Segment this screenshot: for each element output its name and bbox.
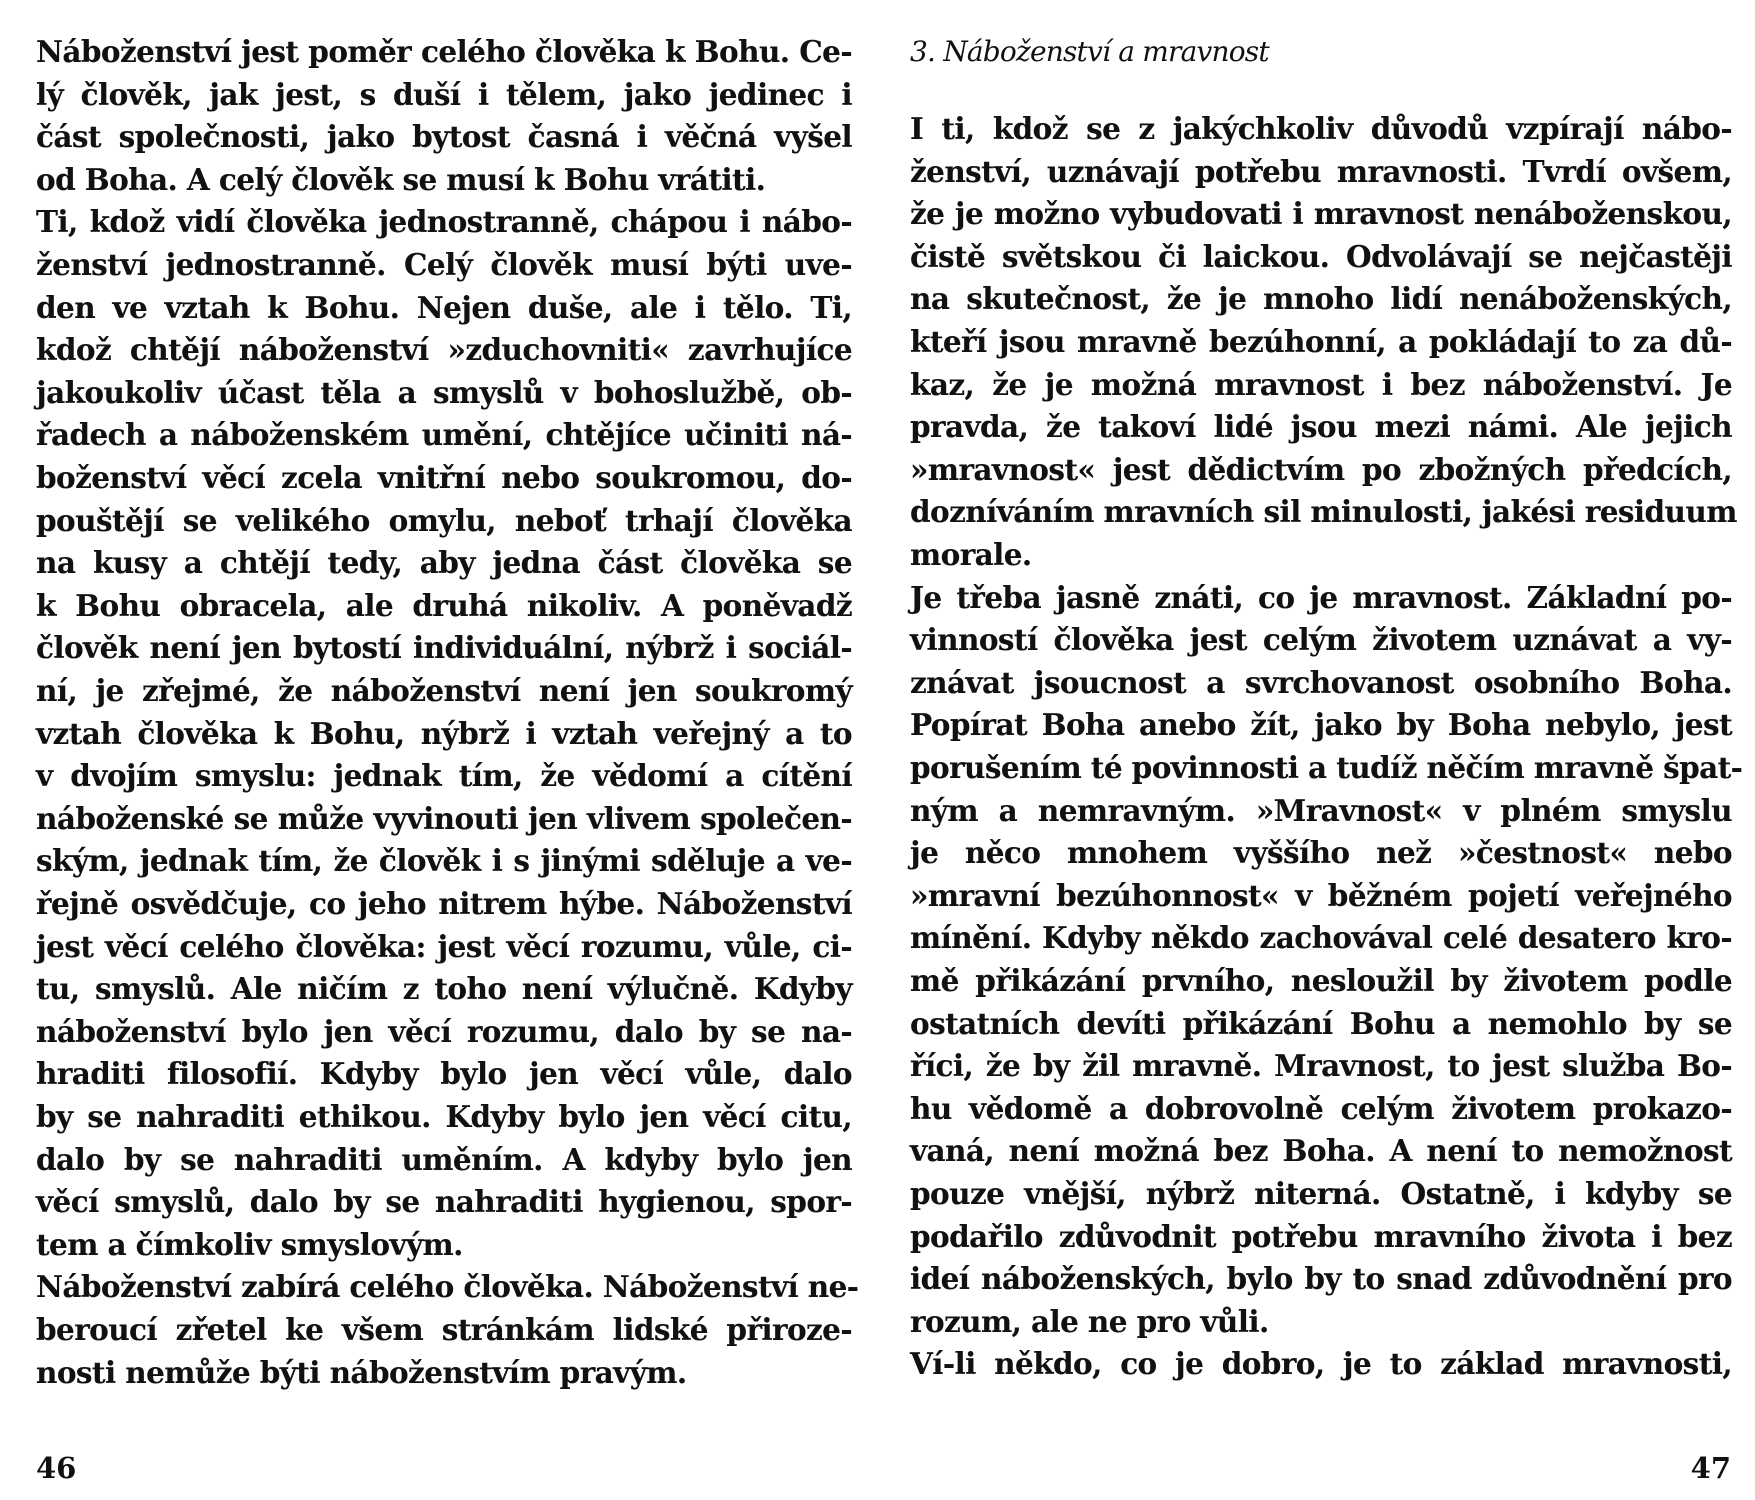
text-line: k Bohu obracela, ale druhá nikoliv. A poněvadž	[36, 587, 852, 623]
text-line: znávat jsoucnost a svrchovanost osobního Boha.	[910, 664, 1732, 700]
text-line: Popírat Boha anebo žít, jako by Boha nebylo, jest	[910, 707, 1732, 743]
text-line: je něco mnohem vyššího než »čestnost« nebo	[910, 835, 1732, 871]
text-line: beroucí zřetel ke všem stránkám lidské přiroze-	[36, 1312, 852, 1347]
page-number-right: 47	[1690, 1451, 1731, 1485]
text-line: vinností člověka jest celým životem uznávat a vy-	[910, 622, 1732, 658]
text-line: nosti nemůže býti náboženstvím pravým.	[36, 1354, 687, 1390]
text-line: dozníváním mravních sil minulosti, jakési residuum	[910, 494, 1737, 530]
text-line: na kusy a chtějí tedy, aby jedna část člověka se	[36, 545, 852, 581]
text-line: »mravnost« jest dědictvím po zbožných předcích,	[910, 451, 1732, 487]
text-line: od Boha. A celý člověk se musí k Bohu vrátiti.	[36, 161, 766, 197]
text-line: říci, že by žil mravně. Mravnost, to jest služba Bo-	[910, 1048, 1732, 1084]
text-line: kaz, že je možná mravnost i bez náboženství. Je	[910, 366, 1732, 402]
text-line: Je třeba jasně znáti, co je mravnost. Základní po-	[910, 579, 1732, 615]
text-line: ní, je zřejmé, že náboženství není jen soukromý	[36, 673, 852, 708]
text-line: hu vědomě a dobrovolně celým životem prokazo-	[910, 1090, 1732, 1126]
text-line: jakoukoliv účast těla a smyslů v bohoslužbě, ob-	[36, 374, 852, 410]
text-line: Ví-li někdo, co je dobro, je to základ mravnosti,	[910, 1346, 1732, 1382]
text-line: »mravní bezúhonnost« v běžném pojetí veřejného	[910, 877, 1732, 913]
text-line: morale.	[910, 537, 1032, 572]
text-line: tem a čímkoliv smyslovým.	[36, 1226, 463, 1262]
text-line: jest věcí celého člověka: jest věcí rozumu, vůle, ci-	[36, 928, 852, 964]
text-line: Náboženství zabírá celého člověka. Náboženství ne-	[36, 1269, 859, 1305]
text-line: řadech a náboženském umění, chtějíce učiniti ná-	[36, 417, 852, 453]
text-line: by se nahraditi ethikou. Kdyby bylo jen věcí citu,	[36, 1099, 852, 1134]
text-line: ženství jednostranně. Celý člověk musí býti uve-	[36, 247, 852, 282]
text-line: člověk není jen bytostí individuální, nýbrž i sociál-	[36, 630, 852, 666]
text-line: ným a nemravným. »Mravnost« v plném smyslu	[910, 792, 1732, 828]
text-line: vztah člověka k Bohu, nýbrž i vztah veřejný a to	[36, 715, 852, 751]
text-line: pouštějí se velikého omylu, neboť trhají člověka	[36, 502, 852, 538]
text-line: hraditi filosofií. Kdyby bylo jen věcí vůle, dalo	[36, 1056, 852, 1092]
text-line: tu, smyslů. Ale ničím z toho není výlučně. Kdyby	[36, 971, 852, 1007]
text-line: řejně osvědčuje, co jeho nitrem hýbe. Náboženství	[36, 886, 852, 921]
text-line: dalo by se nahraditi uměním. A kdyby bylo jen	[36, 1141, 852, 1177]
text-line: Náboženství jest poměr celého člověka k Bohu. Ce-	[36, 34, 852, 69]
text-line: na skutečnost, že je mnoho lidí nenáboženských,	[910, 281, 1732, 317]
text-line: náboženské se může vyvinouti jen vlivem společen-	[36, 800, 852, 836]
text-line: kteří jsou mravně bezúhonní, a pokládají to za dů-	[910, 324, 1732, 359]
text-line: pravda, že takoví lidé jsou mezi námi. Ale jejich	[910, 409, 1732, 445]
text-line: mě přikázání prvního, nesloužil by životem podle	[910, 963, 1732, 998]
text-line: Ti, kdož vidí člověka jednostranně, chápou i nábo-	[36, 204, 852, 240]
text-line: den ve vztah k Bohu. Nejen duše, ale i tělo. Ti,	[36, 289, 852, 325]
text-line: ským, jednak tím, že člověk i s jinými sděluje a ve-	[36, 843, 852, 879]
text-line: podařilo zdůvodnit potřebu mravního života i bez	[910, 1218, 1732, 1254]
text-line: lý člověk, jak jest, s duší i tělem, jako jedinec i	[36, 76, 852, 112]
text-line: věcí smyslů, dalo by se nahraditi hygienou, spor-	[36, 1184, 852, 1220]
text-line: náboženství bylo jen věcí rozumu, dalo by se na-	[36, 1013, 852, 1049]
text-line: kdož chtějí náboženství »zduchovniti« zavrhujíce	[36, 332, 852, 368]
text-line: ženství, uznávají potřebu mravnosti. Tvrdí ovšem,	[910, 153, 1732, 189]
text-line: rozum, ale ne pro vůli.	[910, 1303, 1269, 1339]
text-line: čistě světskou či laickou. Odvolávají se nejčastěji	[910, 238, 1732, 274]
text-line: mínění. Kdyby někdo zachovával celé desatero kro-	[910, 920, 1732, 956]
text-line: ideí náboženských, bylo by to snad zdůvodnění pro	[910, 1261, 1732, 1297]
text-line: boženství věcí zcela vnitřní nebo soukromou, do-	[36, 460, 852, 495]
section-heading: 3. Náboženství a mravnost	[910, 35, 1269, 68]
text-line: I ti, kdož se z jakýchkoliv důvodů vzpírají nábo-	[910, 111, 1732, 146]
text-line: ostatních devíti přikázání Bohu a nemohlo by se	[910, 1005, 1732, 1041]
text-line: pouze vnější, nýbrž niterná. Ostatně, i kdyby se	[910, 1176, 1732, 1211]
text-line: část společnosti, jako bytost časná i věčná vyšel	[36, 119, 852, 155]
text-line: porušením té povinnosti a tudíž něčím mravně špat-	[910, 750, 1743, 785]
text-line: že je možno vybudovati i mravnost nenáboženskou,	[910, 196, 1732, 232]
text-line: vaná, není možná bez Boha. A není to nemožnost	[910, 1133, 1732, 1169]
text-line: v dvojím smyslu: jednak tím, že vědomí a cítění	[36, 758, 852, 794]
page-number-left: 46	[36, 1451, 77, 1485]
